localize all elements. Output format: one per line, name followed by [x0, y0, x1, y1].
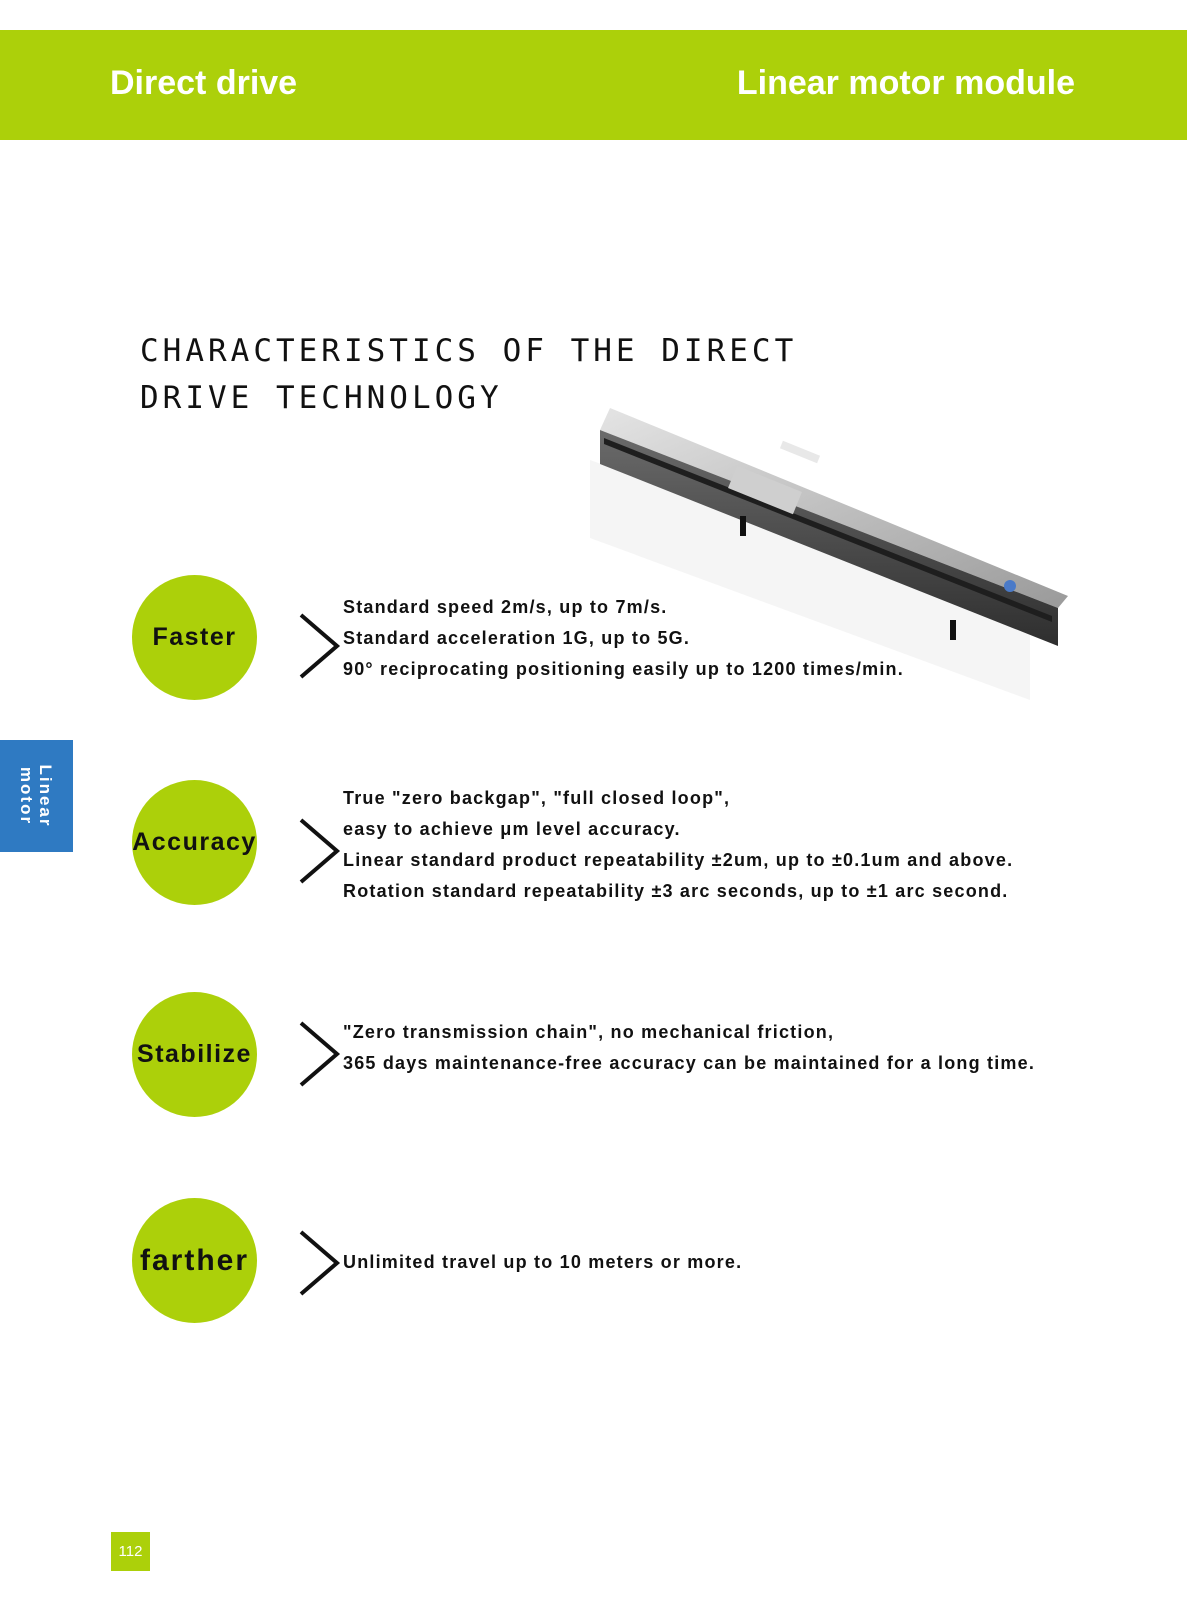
- feature-line: Standard acceleration 1G, up to 5G.: [343, 628, 691, 648]
- feature-line: Unlimited travel up to 10 meters or more.: [343, 1252, 743, 1272]
- feature-description: [343, 1247, 742, 1278]
- side-tab-label: [17, 764, 55, 827]
- feature-badge-label: Faster: [152, 623, 237, 651]
- header-right-title: Linear motor module: [736, 64, 1075, 102]
- chevron-right-icon: [298, 1229, 342, 1297]
- chevron-right-icon: [298, 817, 342, 885]
- feature-description: [343, 592, 904, 685]
- feature-badge: [132, 992, 257, 1117]
- feature-badge-label: farther: [139, 1243, 250, 1277]
- side-tab-line-2: motor: [17, 766, 36, 826]
- feature-farther: [0, 1198, 1187, 1328]
- header-left-title: Direct drive: [110, 64, 298, 102]
- feature-line: Linear standard product repeatability ±2um, up to ±0.1um and above.: [343, 850, 1014, 870]
- feature-line: 90° reciprocating positioning easily up to 1200 times/min.: [343, 659, 904, 679]
- feature-badge-label: Accuracy: [132, 828, 257, 856]
- feature-line: 365 days maintenance-free accuracy can be maintained for a long time.: [343, 1053, 1036, 1073]
- feature-accuracy: [0, 780, 1187, 910]
- feature-badge-label: Stabilize: [137, 1040, 252, 1068]
- feature-badge: [132, 780, 257, 905]
- feature-line: Rotation standard repeatability ±3 arc seconds, up to ±1 arc second.: [343, 881, 1009, 901]
- feature-description: [343, 783, 1013, 907]
- feature-line: Standard speed 2m/s, up to 7m/s.: [343, 597, 668, 617]
- side-tab-linear-motor[interactable]: [0, 740, 73, 852]
- feature-badge: [132, 1198, 257, 1323]
- feature-faster: [0, 575, 1187, 705]
- chevron-right-icon: [298, 612, 342, 680]
- feature-line: True "zero backgap", "full closed loop",: [343, 788, 731, 808]
- feature-badge: [132, 575, 257, 700]
- page-title-line-2: DRIVE TECHNOLOGY: [140, 380, 503, 416]
- feature-description: [343, 1017, 1035, 1079]
- feature-line: easy to achieve μm level accuracy.: [343, 819, 681, 839]
- feature-stabilize: [0, 992, 1187, 1122]
- chevron-right-icon: [298, 1020, 342, 1088]
- header-bar: [0, 30, 1187, 140]
- page-title-line-1: CHARACTERISTICS OF THE DIRECT: [140, 333, 798, 369]
- side-tab-line-1: Linear: [36, 764, 55, 828]
- page-number: 112: [111, 1532, 150, 1571]
- feature-line: "Zero transmission chain", no mechanical friction,: [343, 1022, 835, 1042]
